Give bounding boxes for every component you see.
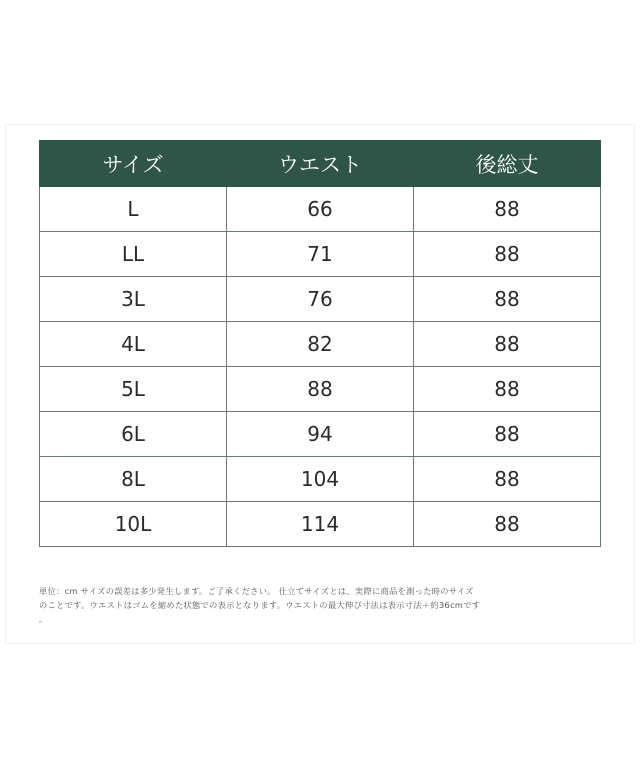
cell-size: 10L — [40, 502, 227, 547]
cell-size: 8L — [40, 457, 227, 502]
cell-waist: 114 — [227, 502, 414, 547]
size-note — [39, 584, 609, 626]
cell-size: 5L — [40, 367, 227, 412]
cell-waist: 94 — [227, 412, 414, 457]
cell-length: 88 — [414, 187, 601, 232]
table-row — [40, 457, 601, 502]
header-size: サイズ — [40, 141, 227, 187]
cell-length: 88 — [414, 412, 601, 457]
cell-size: 4L — [40, 322, 227, 367]
cell-length: 88 — [414, 502, 601, 547]
cell-length: 88 — [414, 367, 601, 412]
size-table — [39, 140, 601, 547]
cell-size: 3L — [40, 277, 227, 322]
cell-waist: 71 — [227, 232, 414, 277]
cell-length: 88 — [414, 322, 601, 367]
table-row — [40, 502, 601, 547]
header-total-length: 後総丈 — [414, 141, 601, 187]
table-header-row — [40, 141, 601, 187]
cell-waist: 76 — [227, 277, 414, 322]
cell-length: 88 — [414, 277, 601, 322]
note-line-1: 単位：cm サイズの誤差は多少発生します。ご了承ください。 仕立てサイズとは、実際に商品を測った時のサイズ — [39, 586, 474, 596]
table-row — [40, 277, 601, 322]
table-row — [40, 412, 601, 457]
cell-waist: 104 — [227, 457, 414, 502]
cell-waist: 66 — [227, 187, 414, 232]
cell-length: 88 — [414, 457, 601, 502]
cell-length: 88 — [414, 232, 601, 277]
header-waist: ウエスト — [227, 141, 414, 187]
note-line-3: 。 — [39, 614, 48, 624]
table-row — [40, 187, 601, 232]
cell-size: LL — [40, 232, 227, 277]
cell-size: L — [40, 187, 227, 232]
note-line-2: のことです。ウエストはゴムを縮めた状態での表示となります。ウエストの最大伸び寸法は表示寸法＋約36cmです — [39, 600, 481, 610]
cell-waist: 82 — [227, 322, 414, 367]
table-row — [40, 232, 601, 277]
table-row — [40, 322, 601, 367]
cell-size: 6L — [40, 412, 227, 457]
cell-waist: 88 — [227, 367, 414, 412]
table-row — [40, 367, 601, 412]
